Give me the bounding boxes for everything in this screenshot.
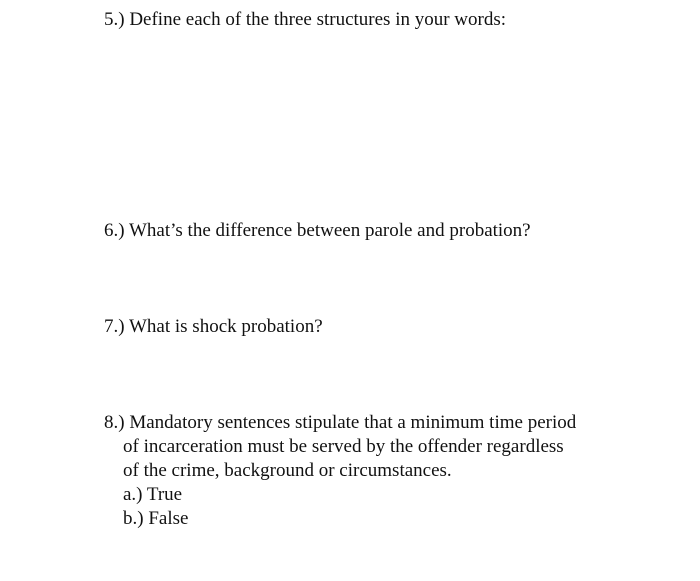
question-8-line-3: of the crime, background or circumstances. [123, 460, 452, 481]
question-8-line-1: 8.) Mandatory sentences stipulate that a minimum time period [104, 412, 577, 433]
question-8-options [123, 483, 188, 531]
question-8 [104, 411, 576, 483]
question-7: 7.) What is shock probation? [104, 316, 323, 337]
option-true: a.) True [123, 484, 183, 505]
question-6: 6.) What’s the difference between parole and probation? [104, 220, 531, 241]
option-false: b.) False [123, 508, 189, 529]
question-5: 5.) Define each of the three structures in your words: [104, 9, 507, 30]
question-8-line-2: of incarceration must be served by the offender regardless [123, 436, 564, 457]
